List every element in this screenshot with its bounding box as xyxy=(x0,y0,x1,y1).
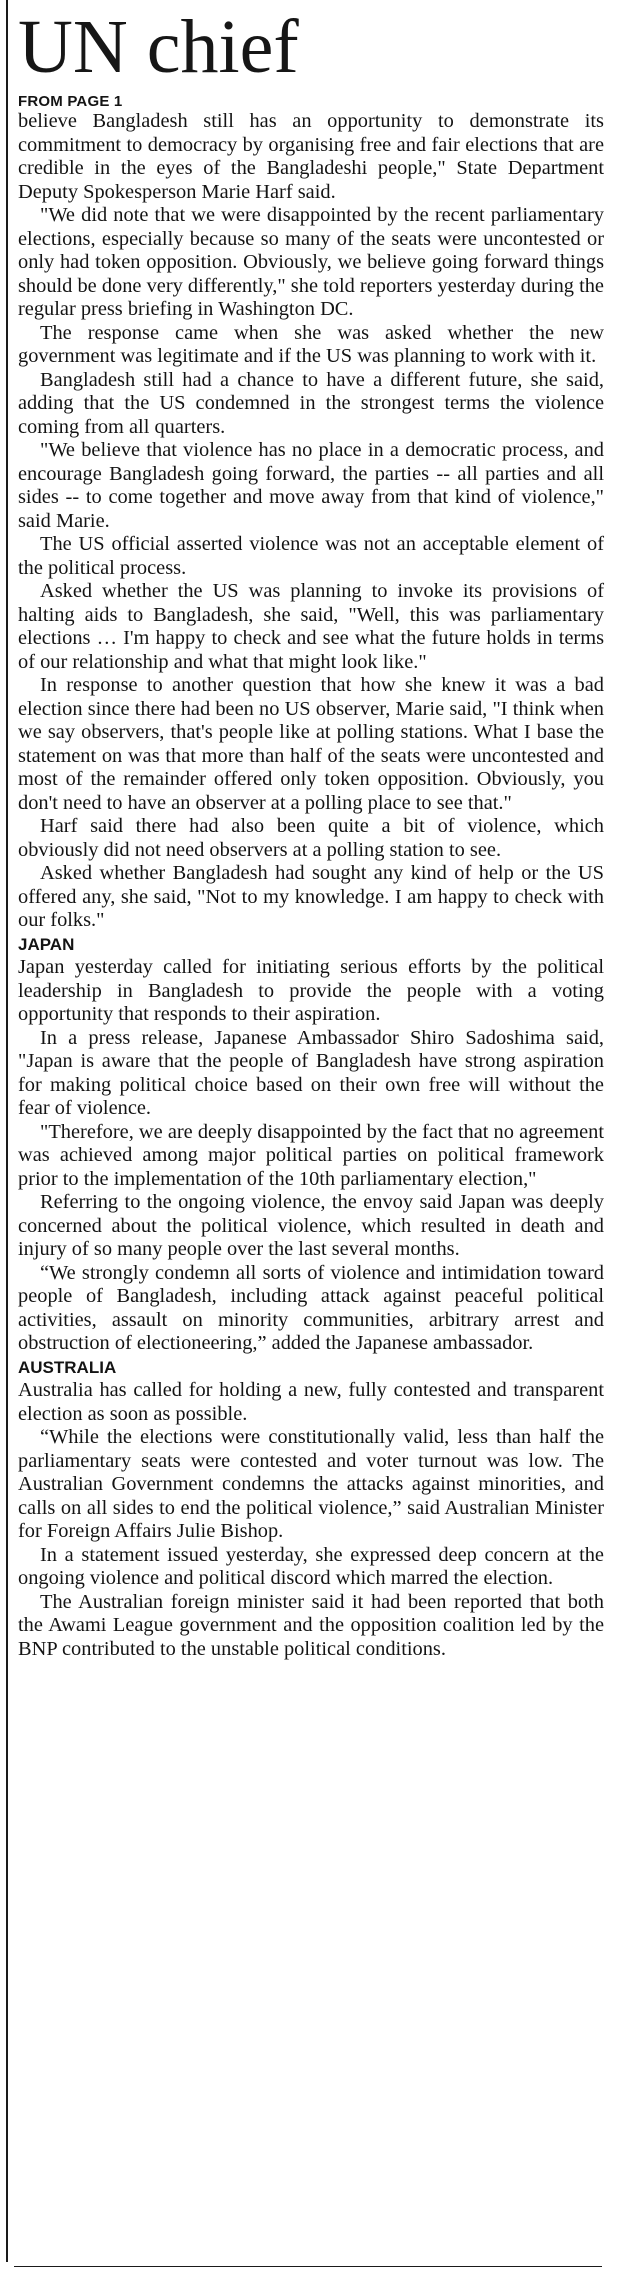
paragraph: In a statement issued yesterday, she expressed deep concern at the ongoing violence and political discord which marred the election. xyxy=(18,1543,604,1589)
paragraph: Harf said there had also been quite a bit of violence, which obviously did not need observers at a polling station to see. xyxy=(18,815,604,861)
article-body xyxy=(18,110,604,1661)
paragraph: believe Bangladesh still has an opportunity to demonstrate its commitment to democracy by organising free and fair elections that are credible in the eyes of the Bangladeshi people," State Department Deputy Spokesperson Marie Harf said. xyxy=(18,110,604,203)
paragraph: "We did note that we were disappointed by the recent parliamentary elections, especially because so many of the seats were uncontested or only had token opposition. Obviously, we believe going forward things should be done very differently," she told reporters yesterday during the regular press briefing in Washington DC. xyxy=(18,204,604,320)
headline: UN chief xyxy=(18,5,299,89)
paragraph: Japan yesterday called for initiating serious efforts by the political leadership in Bangladesh to provide the people with a voting opportunity that responds to their aspiration. xyxy=(18,956,604,1025)
subhead-australia: AUSTRALIA xyxy=(18,1357,117,1377)
paragraph: Asked whether Bangladesh had sought any kind of help or the US offered any, she said, "Not to my knowledge. I am happy to check with our folks." xyxy=(18,862,604,931)
subhead-japan: JAPAN xyxy=(18,934,75,954)
paragraph: In response to another question that how she knew it was a bad election since there had been no US observer, Marie said, "I think when we say observers, that's people like at polling stations. What I base the statement on was that more than half of the seats were uncontested and most of the remainder offered only token opposition. Obviously, you don't need to have an observer at a polling place to see that." xyxy=(18,674,604,814)
paragraph: “While the elections were constitutionally valid, less than half the parliamentary seats were contested and voter turnout was low. The Australian Government condemns the attacks against minorities, and calls on all sides to end the political violence,” said Australian Minister for Foreign Affairs Julie Bishop. xyxy=(18,1426,604,1542)
paragraph: "Therefore, we are deeply disappointed by the fact that no agreement was achieved among major political parties on political framework prior to the implementation of the 10th parliamentary election," xyxy=(18,1120,604,1190)
column-rule-left xyxy=(6,0,8,2262)
paragraph: The US official asserted violence was not an acceptable element of the political process. xyxy=(18,533,604,579)
paragraph: In a press release, Japanese Ambassador Shiro Sadoshima said, "Japan is aware that the people of Bangladesh have strong aspiration for making political choice based on their own free will without the fear of violence. xyxy=(18,1026,604,1119)
paragraph: "We believe that violence has no place in a democratic process, and encourage Bangladesh going forward, the parties -- all parties and all sides -- to come together and move away from that kind of violence," said Marie. xyxy=(18,439,604,532)
bottom-rule xyxy=(14,2266,602,2267)
paragraph: “We strongly condemn all sorts of violence and intimidation toward people of Bangladesh, including attack against peaceful political activities, assault on minority communities, arbitrary arrest and obstruction of electioneering,” added the Japanese ambassador. xyxy=(18,1261,604,1354)
paragraph: Bangladesh still had a chance to have a different future, she said, adding that the US condemned in the strongest terms the violence coming from all quarters. xyxy=(18,368,604,438)
paragraph: The response came when she was asked whether the new government was legitimate and if the US was planning to work with it. xyxy=(18,321,604,367)
paragraph: Asked whether the US was planning to invoke its provisions of halting aids to Bangladesh, she said, "Well, this was parliamentary elections … I'm happy to check and see what the future holds in terms of our relationship and what that might look like." xyxy=(18,580,604,673)
paragraph: Australia has called for holding a new, fully contested and transparent election as soon as possible. xyxy=(18,1379,604,1425)
paragraph: Referring to the ongoing violence, the envoy said Japan was deeply concerned about the political violence, which resulted in death and injury of so many people over the last several months. xyxy=(18,1191,604,1260)
paragraph: The Australian foreign minister said it had been reported that both the Awami League government and the opposition coalition led by the BNP contributed to the unstable political conditions. xyxy=(18,1590,604,1660)
jump-line: FROM PAGE 1 xyxy=(18,93,123,110)
article xyxy=(18,0,604,1661)
